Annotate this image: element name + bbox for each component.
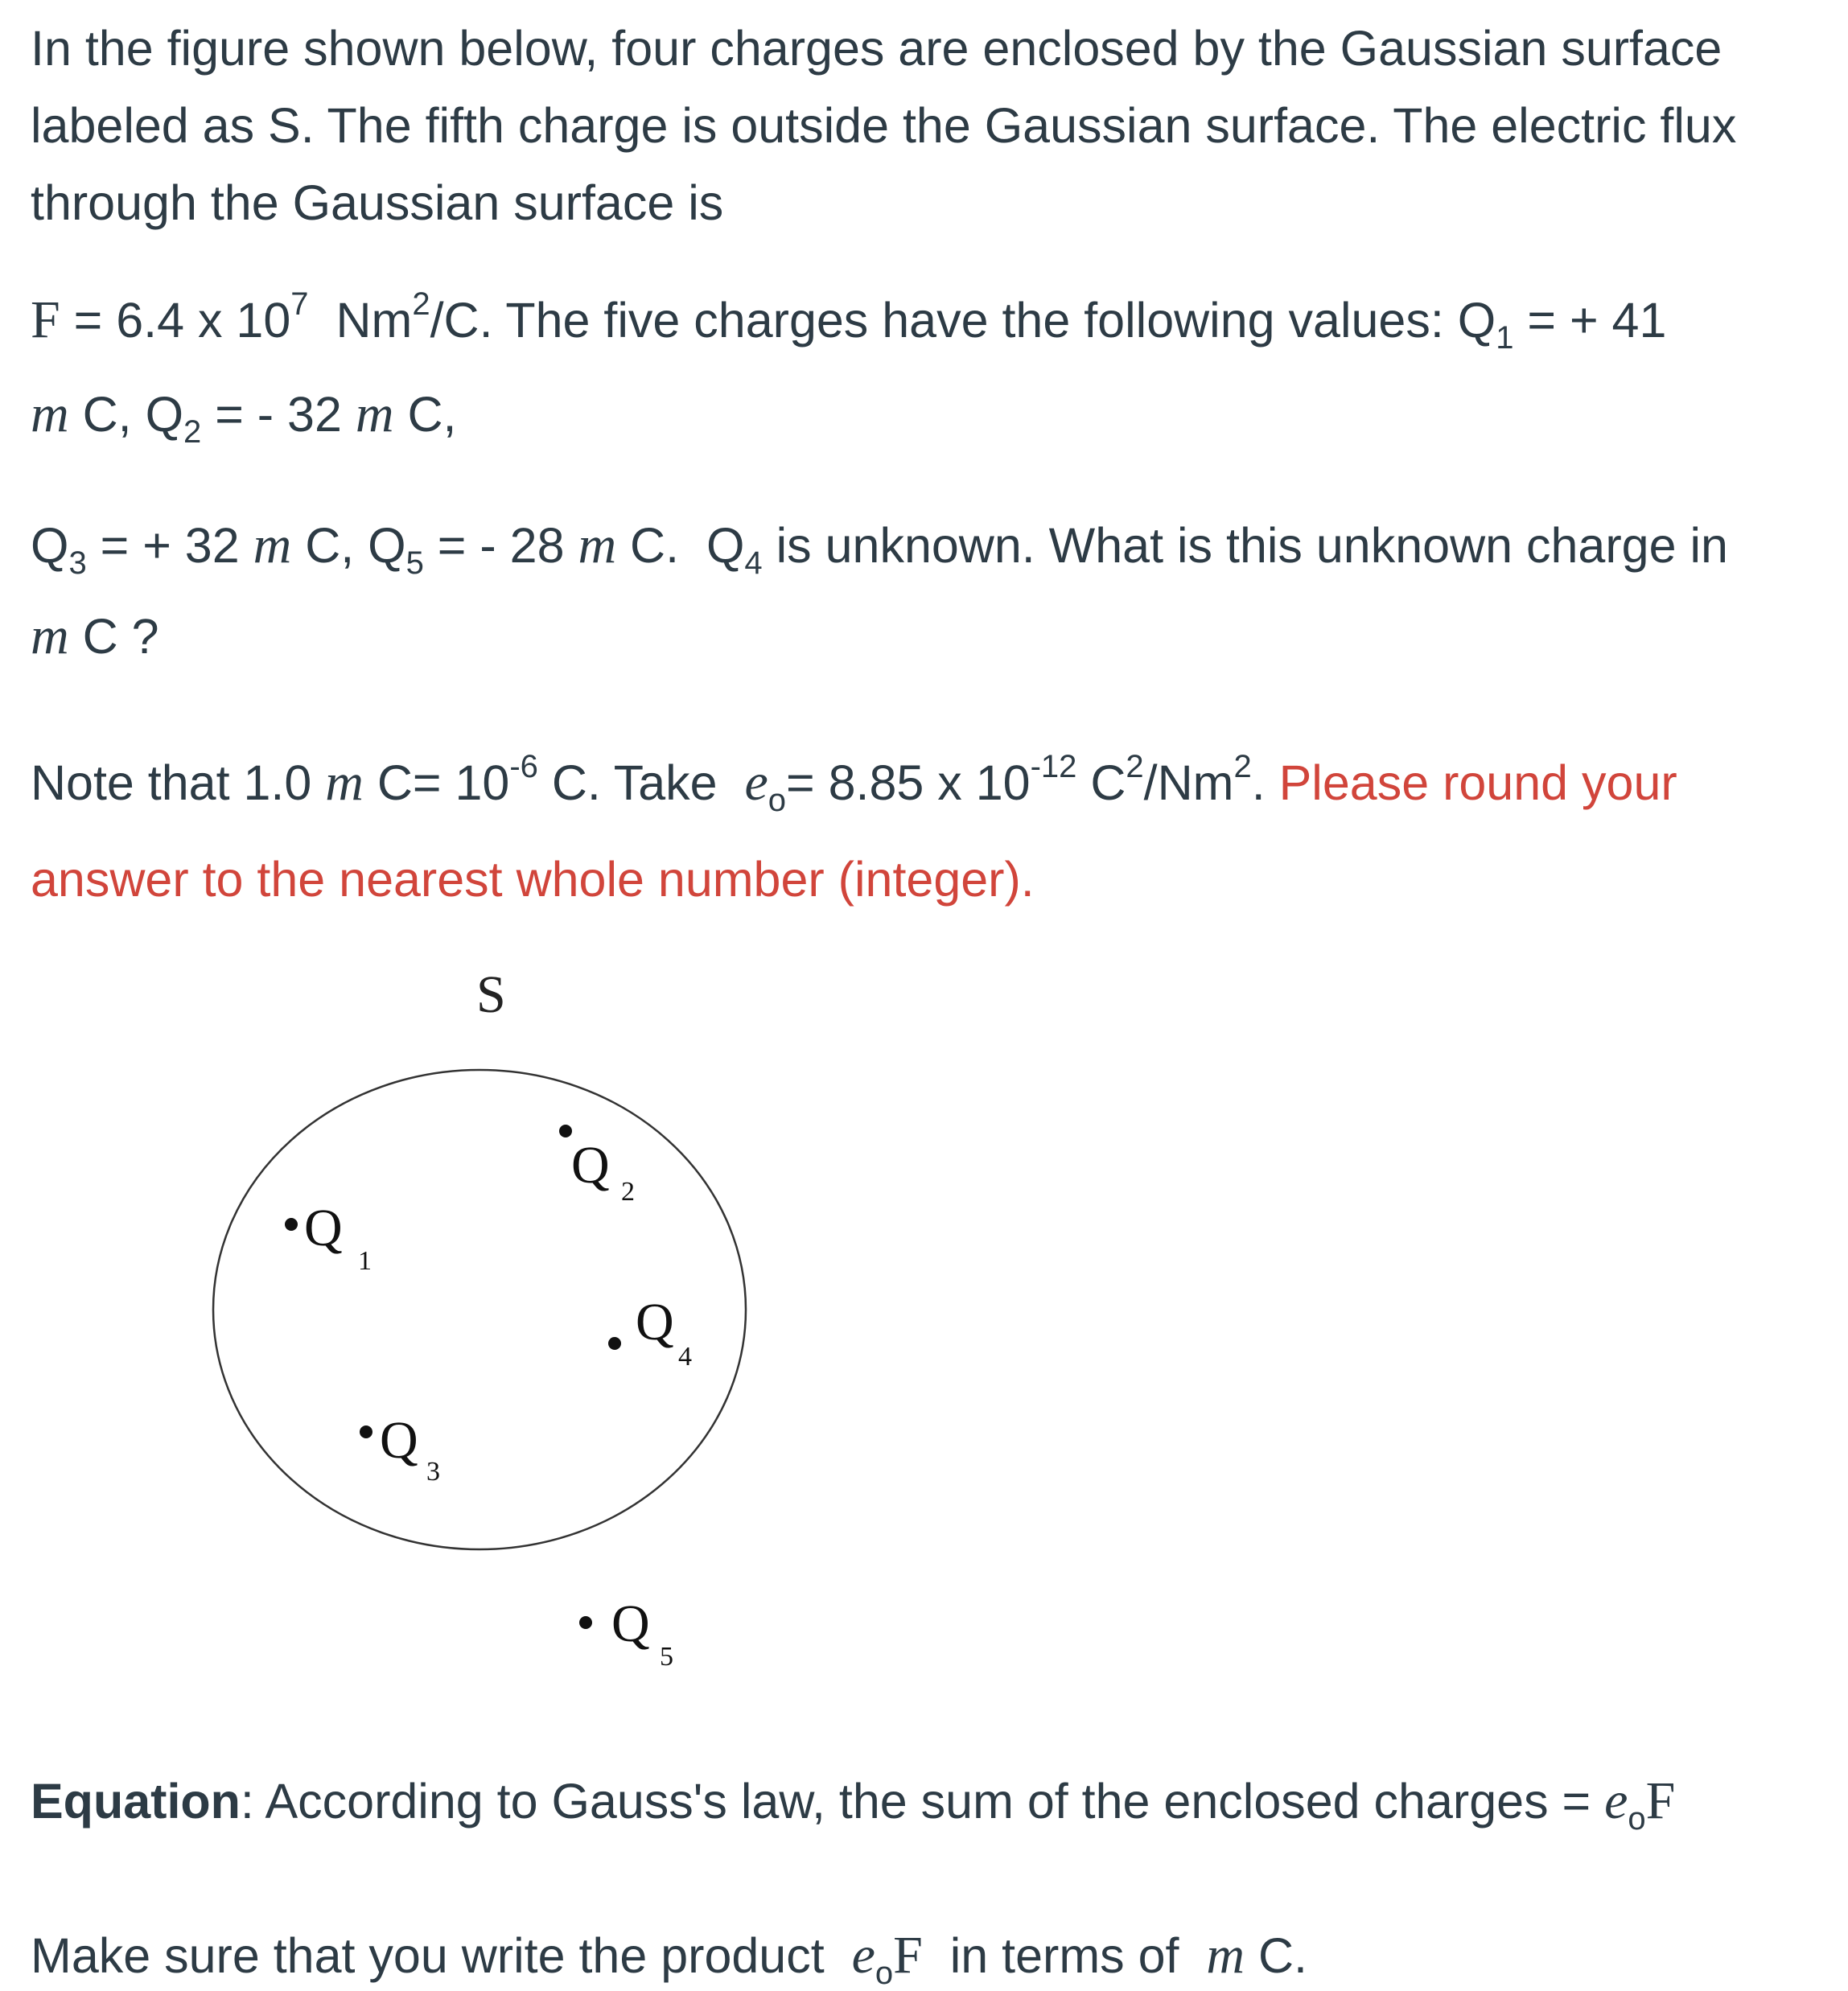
micro-symbol: m <box>253 516 292 574</box>
epsilon-symbol: e <box>744 753 768 812</box>
intro-line-2: labeled as S. The fifth charge is outside the Gaussian surface. The electric flux <box>31 98 1737 153</box>
charge-label-q3: Q <box>380 1411 418 1470</box>
note-line: Note that 1.0 m $C= 10^{-6}$ C. Take $e_o= 8.85$ x $10^{-12}$ $C^2/Nm^2$. Please round your <box>31 749 1677 818</box>
product-note-line: Make sure that you write the product $e_oF$ in terms of m C. <box>31 1926 1307 1991</box>
charges-line-2: m C, $Q_2$ = - 32 m C, <box>31 385 457 450</box>
charge-dot-q5 <box>579 1616 592 1629</box>
flux-symbol: F <box>1645 1771 1676 1830</box>
charge-dot-q2 <box>559 1125 572 1137</box>
intro-line-1: In the figure shown below, four charges are enclosed by the Gaussian surface <box>31 21 1722 76</box>
rounding-instruction: Please round your <box>1278 755 1677 810</box>
charge-label-q4: Q <box>636 1293 674 1351</box>
charge-sub-q1: 1 <box>358 1246 372 1276</box>
rounding-instruction-cont: answer to the nearest whole number (integer). <box>31 852 1035 907</box>
question-end-line: m C ? <box>31 607 159 665</box>
micro-symbol: m <box>355 385 394 443</box>
charge-sub-q2: 2 <box>621 1177 635 1207</box>
equation-line: Equation: According to Gauss's law, the sum of the enclosed charges = $e_oF$ <box>31 1771 1676 1837</box>
charge-sub-q5: 5 <box>660 1642 673 1672</box>
epsilon-symbol: e <box>1604 1771 1628 1830</box>
epsilon-symbol: e <box>851 1926 875 1985</box>
charge-sub-q3: 3 <box>426 1457 440 1487</box>
micro-symbol: m <box>31 385 69 443</box>
flux-line: F = 6.4 x $10^7$ Nm$^2$/C. The five charges have the following values: $Q_1$ = + 41 <box>31 286 1667 356</box>
charges-line-3: $Q_3$ = + 32 m C, $Q_5$ = - 28 m C. $Q_4$ is unknown. What is this unknown charge in <box>31 516 1728 581</box>
flux-symbol: F <box>31 290 60 349</box>
flux-symbol: F <box>893 1926 923 1985</box>
charge-dot-q4 <box>608 1337 621 1350</box>
intro-line-3: through the Gaussian surface is <box>31 175 724 230</box>
micro-symbol: m <box>578 516 617 574</box>
micro-symbol: m <box>1206 1926 1245 1985</box>
charge-sub-q4: 4 <box>678 1342 692 1372</box>
gaussian-surface-figure <box>0 965 805 1689</box>
micro-symbol: m <box>325 753 364 812</box>
charge-dot-q1 <box>285 1218 298 1231</box>
equation-label: Equation <box>31 1774 241 1829</box>
charge-label-q5: Q <box>611 1594 650 1653</box>
charge-label-q2: Q <box>571 1136 610 1195</box>
charge-dot-q3 <box>360 1425 372 1438</box>
surface-label: S <box>476 965 506 1024</box>
charge-label-q1: Q <box>304 1199 343 1257</box>
micro-symbol: m <box>31 607 69 665</box>
